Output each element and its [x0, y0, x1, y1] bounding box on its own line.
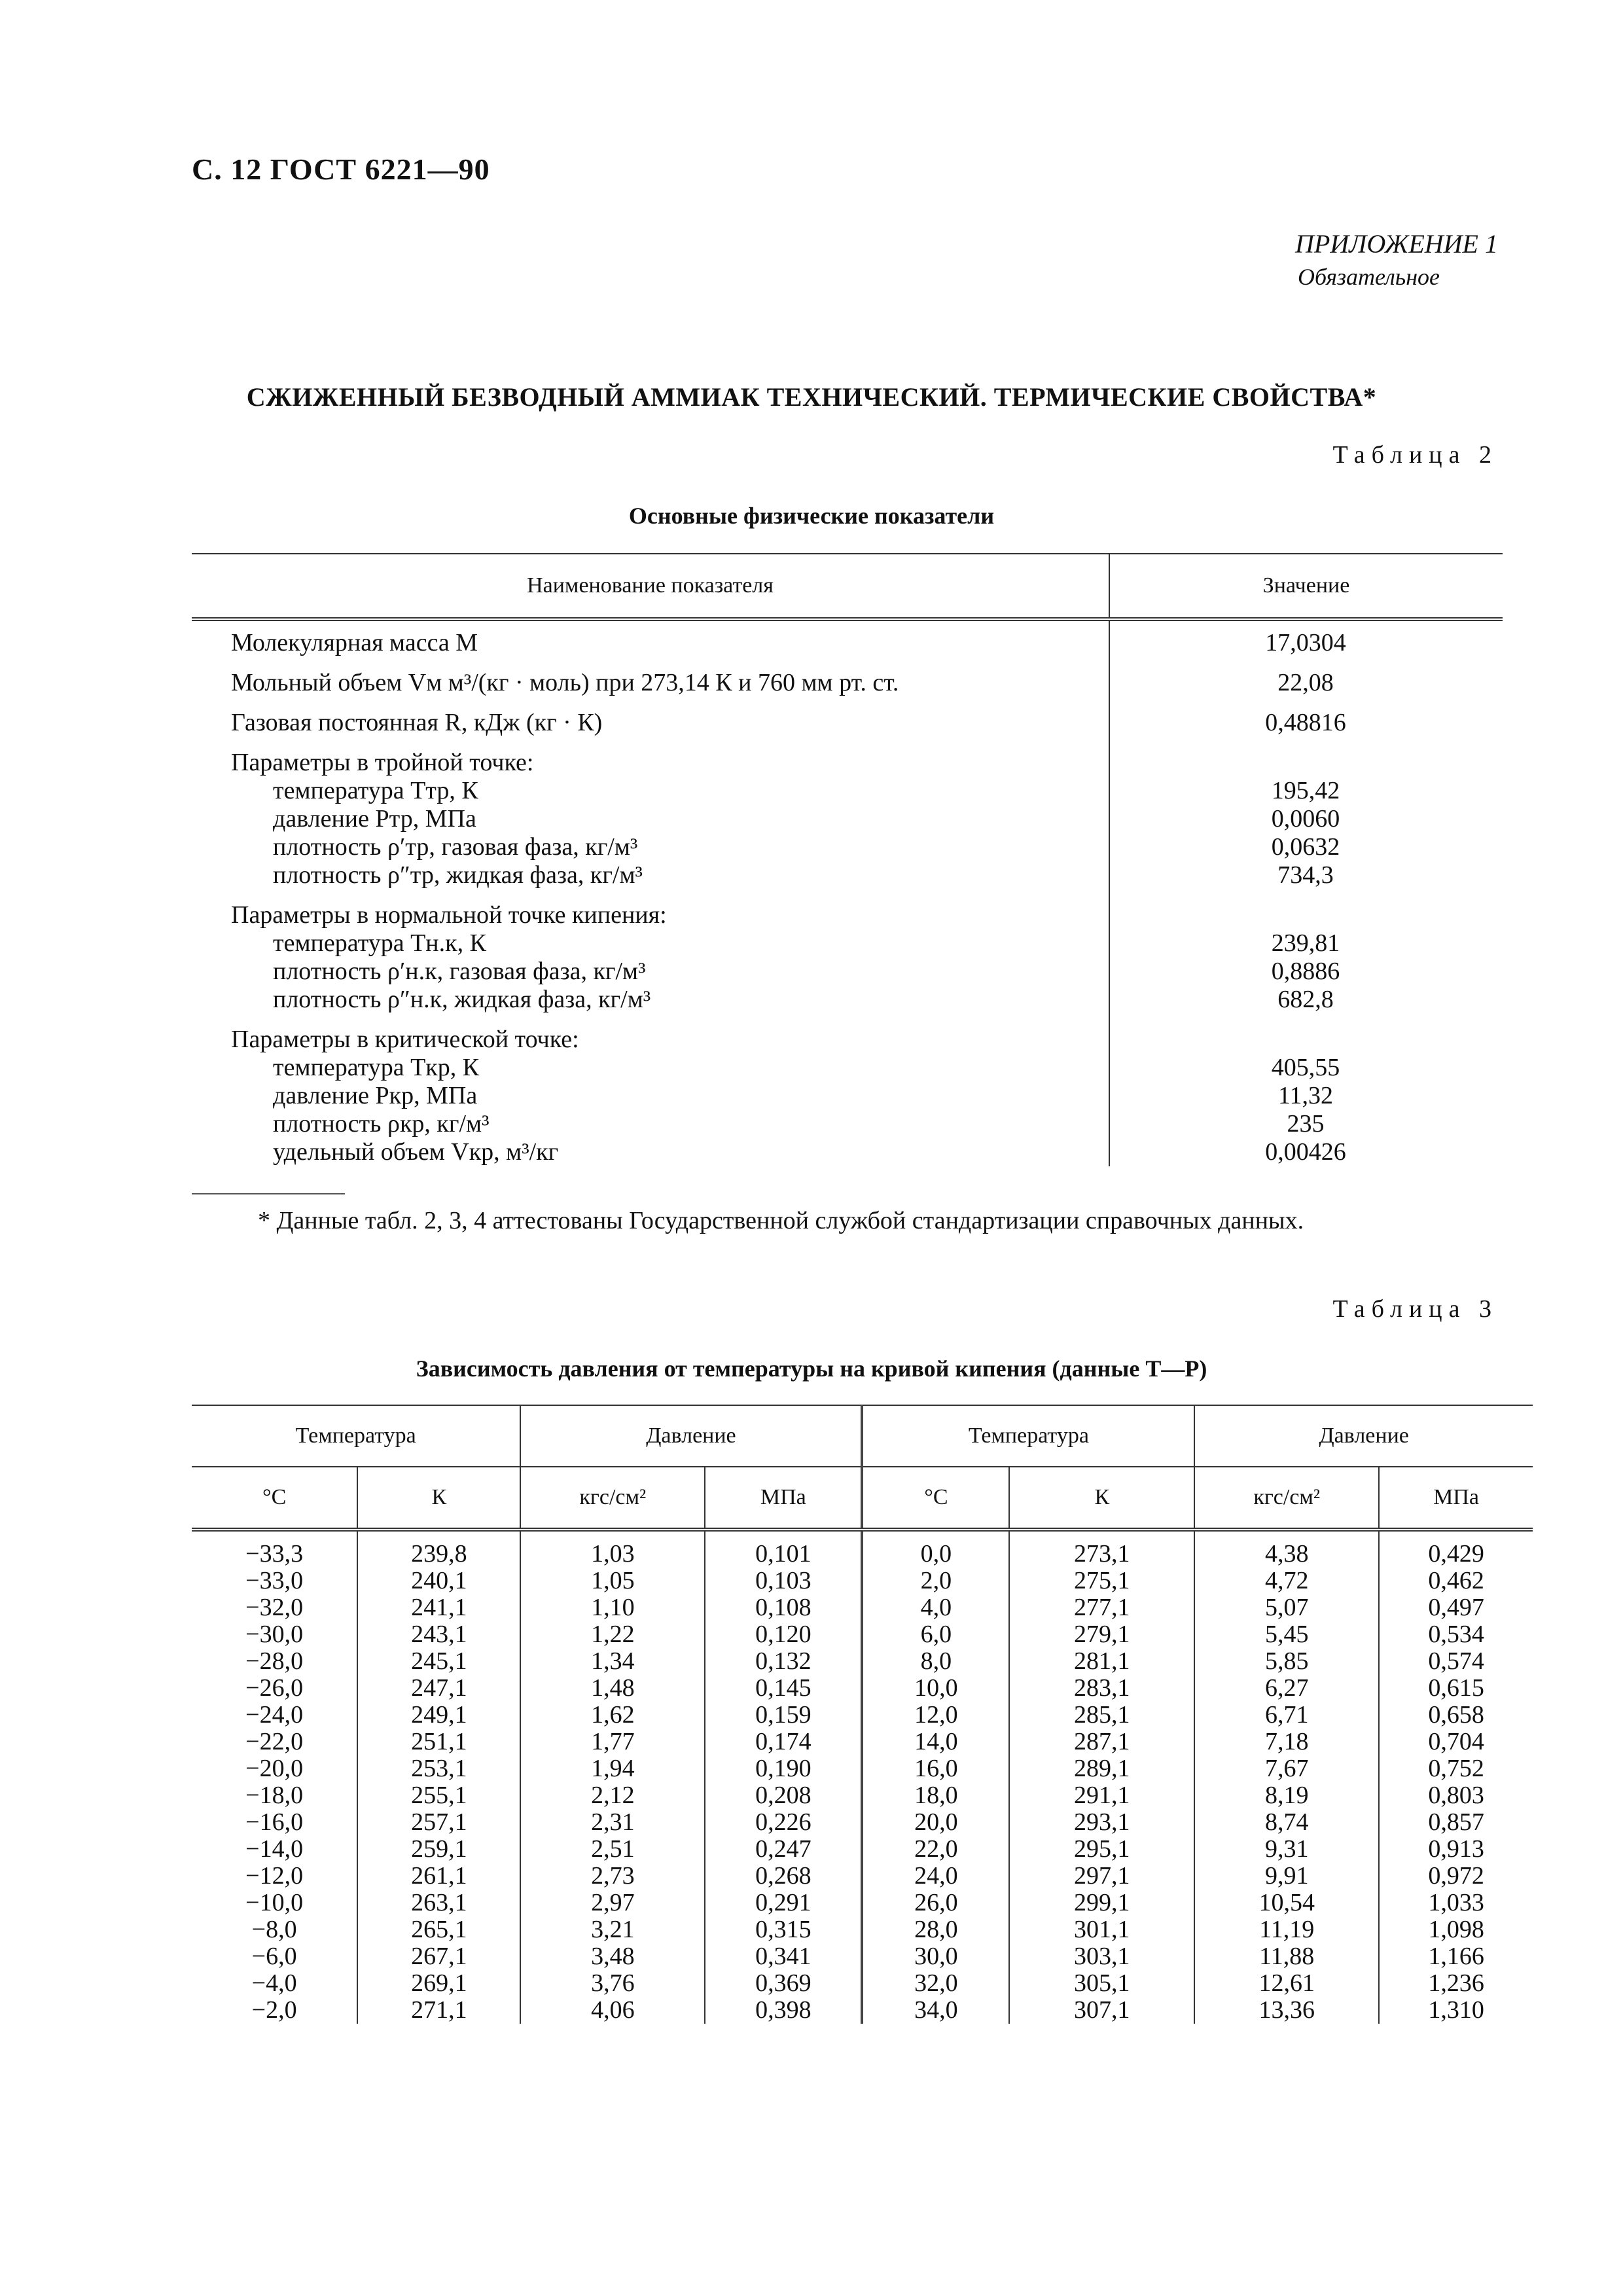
table3-cell: 30,0	[862, 1943, 1009, 1970]
table3-cell: 301,1	[1009, 1916, 1194, 1943]
table2	[192, 553, 1503, 1178]
table3-cell: 255,1	[357, 1782, 520, 1809]
table2-row-label: Мольный объем Vм м³/(кг · моль) при 273,14 К и 760 мм рт. ст.	[231, 669, 899, 696]
table3-cell: 240,1	[357, 1568, 520, 1594]
table2-values	[1109, 669, 1503, 697]
table3-cell: 285,1	[1009, 1702, 1194, 1729]
table3-cell: 303,1	[1009, 1943, 1194, 1970]
table3-unit-header: °С	[192, 1467, 357, 1530]
table3-cell: 8,19	[1194, 1782, 1379, 1809]
table3-row	[192, 1648, 1533, 1675]
table3-cell: 0,247	[705, 1836, 862, 1863]
table3-cell: 0,108	[705, 1594, 862, 1621]
table3-unit-header: кгс/см²	[520, 1467, 705, 1530]
table3-cell: −12,0	[192, 1863, 357, 1890]
table2-row-value: 682,8	[1277, 986, 1334, 1013]
table3-cell: 1,34	[520, 1648, 705, 1675]
table3-cell: 12,61	[1194, 1970, 1379, 1997]
table2-values	[1109, 709, 1503, 737]
table3-cell: 1,22	[520, 1621, 705, 1648]
table3-cell: 273,1	[1009, 1530, 1194, 1568]
table3-row	[192, 1594, 1533, 1621]
table3-cell: 281,1	[1009, 1648, 1194, 1675]
table3-cell: 0,341	[705, 1943, 862, 1970]
table3-cell: 0,103	[705, 1568, 862, 1594]
table3-cell: 8,74	[1194, 1809, 1379, 1836]
table2-values	[1109, 901, 1503, 1014]
table3-cell: 0,574	[1428, 1647, 1484, 1675]
table3-cell: 1,033	[1428, 1889, 1484, 1916]
table2-value-spacer	[1109, 1026, 1503, 1054]
table3-group-header: Давление	[1194, 1405, 1533, 1467]
table3-group-header: Температура	[862, 1405, 1194, 1467]
table3-cell: 257,1	[357, 1809, 520, 1836]
table2-row-value: 235	[1287, 1110, 1325, 1138]
table3-cell: −33,3	[192, 1530, 357, 1568]
table3-cell: 0,369	[705, 1970, 862, 1997]
table3-unit-header: К	[1009, 1467, 1194, 1530]
table2-row-label: температура Tн.к, К	[273, 929, 486, 957]
table3-cell: 1,166	[1428, 1943, 1484, 1970]
table3-cell: −2,0	[192, 1997, 357, 2024]
table3-cell: 0,429	[1428, 1540, 1484, 1568]
table3-cell: 0,803	[1428, 1782, 1484, 1809]
table3-cell: 0,704	[1428, 1728, 1484, 1755]
table3-cell: −33,0	[192, 1568, 357, 1594]
table3-cell: 4,38	[1194, 1530, 1379, 1568]
table3-cell: 34,0	[862, 1997, 1009, 2024]
table3-cell: 259,1	[357, 1836, 520, 1863]
table3-row	[192, 1568, 1533, 1594]
table3-cell: 305,1	[1009, 1970, 1194, 1997]
table2-header	[192, 553, 1503, 621]
table3-cell: 245,1	[357, 1648, 520, 1675]
table3-cell: −20,0	[192, 1755, 357, 1782]
table3-cell: 0,145	[705, 1675, 862, 1702]
table3-row	[192, 1621, 1533, 1648]
table3-cell: 32,0	[862, 1970, 1009, 1997]
table2-group	[192, 621, 1503, 657]
table3-cell: 0,913	[1428, 1835, 1484, 1863]
table3-cell: 289,1	[1009, 1755, 1194, 1782]
table2-col-value: Значение	[1262, 573, 1350, 598]
table3-cell: 1,77	[520, 1729, 705, 1755]
appendix-title: ПРИЛОЖЕНИЕ 1	[1295, 229, 1498, 259]
table2-row-value: 11,32	[1277, 1082, 1334, 1109]
table2-labels	[192, 749, 1109, 889]
document-title: СЖИЖЕННЫЙ БЕЗВОДНЫЙ АММИАК ТЕХНИЧЕСКИЙ. ТЕРМИЧЕСКИЕ СВОЙСТВА*	[246, 382, 1377, 412]
table3-number: Таблица 3	[1332, 1295, 1498, 1323]
table3-cell: 0,132	[705, 1648, 862, 1675]
table3-cell: 279,1	[1009, 1621, 1194, 1648]
table3-cell: 10,54	[1194, 1890, 1379, 1916]
table3-cell: 12,0	[862, 1702, 1009, 1729]
page-header: С. 12 ГОСТ 6221—90	[192, 152, 490, 186]
table3-unit-header: °С	[862, 1467, 1009, 1530]
table3-row	[192, 1997, 1533, 2024]
table2-values	[1109, 1026, 1503, 1166]
table2-row-value: 0,00426	[1265, 1138, 1346, 1166]
table3-cell: 1,05	[520, 1568, 705, 1594]
table3-cell: 2,97	[520, 1890, 705, 1916]
table3-caption: Зависимость давления от температуры на кривой кипения (данные T—P)	[416, 1355, 1207, 1382]
table3-cell: 267,1	[357, 1943, 520, 1970]
table3-cell: 0,174	[705, 1729, 862, 1755]
table3-cell: 261,1	[357, 1863, 520, 1890]
table2-row-value: 17,0304	[1265, 629, 1346, 656]
table3-cell: 26,0	[862, 1890, 1009, 1916]
table3-cell: −16,0	[192, 1809, 357, 1836]
table3-unit-header: МПа	[1379, 1467, 1533, 1530]
table2-group	[192, 749, 1503, 889]
table3-cell: 5,85	[1194, 1648, 1379, 1675]
table2-row-value: 0,48816	[1265, 709, 1346, 736]
table2-col-name: Наименование показателя	[192, 554, 1110, 617]
table3-cell: 2,73	[520, 1863, 705, 1890]
table2-row-value: 0,8886	[1271, 958, 1340, 985]
table3-cell: 287,1	[1009, 1729, 1194, 1755]
table2-body	[192, 621, 1503, 1166]
table3-cell: 7,67	[1194, 1755, 1379, 1782]
table3-unit-header: К	[357, 1467, 520, 1530]
table2-group	[192, 709, 1503, 737]
table2-row-value: 734,3	[1277, 861, 1334, 889]
table2-labels	[192, 1026, 1109, 1166]
table2-group-heading: Параметры в тройной точке:	[231, 749, 534, 776]
table3-row	[192, 1729, 1533, 1755]
table3-cell: −8,0	[192, 1916, 357, 1943]
table3-cell: 9,31	[1194, 1836, 1379, 1863]
table3-cell: 11,88	[1194, 1943, 1379, 1970]
table2-row-label: температура Tкр, К	[273, 1054, 480, 1081]
table3-cell: 3,48	[520, 1943, 705, 1970]
table3-row	[192, 1809, 1533, 1836]
table2-caption: Основные физические показатели	[628, 503, 995, 529]
table3-cell: 0,615	[1428, 1674, 1484, 1702]
table2-row-label: плотность ρ″тр, жидкая фаза, кг/м³	[273, 861, 643, 889]
table2-values	[1109, 629, 1503, 657]
table2-value-spacer	[1109, 749, 1503, 777]
table3-row	[192, 1916, 1533, 1943]
table3-cell: 0,190	[705, 1755, 862, 1782]
table3-cell: 0,857	[1428, 1808, 1484, 1836]
table3-row	[192, 1863, 1533, 1890]
table3-cell: 5,45	[1194, 1621, 1379, 1648]
table3-cell: 0,0	[862, 1530, 1009, 1568]
table2-value-spacer	[1109, 901, 1503, 929]
table3-cell: 1,236	[1428, 1969, 1484, 1997]
table2-row-label: плотность ρ′н.к, газовая фаза, кг/м³	[273, 958, 646, 985]
table3-cell: 8,0	[862, 1648, 1009, 1675]
table3-cell: 253,1	[357, 1755, 520, 1782]
table3-cell: 0,101	[705, 1530, 862, 1568]
table2-labels	[192, 669, 1109, 697]
table3-row	[192, 1755, 1533, 1782]
table3-cell: −26,0	[192, 1675, 357, 1702]
table2-group	[192, 669, 1503, 697]
table3-cell: 265,1	[357, 1916, 520, 1943]
table2-labels	[192, 709, 1109, 737]
table3-cell: 1,48	[520, 1675, 705, 1702]
table3-cell: 1,10	[520, 1594, 705, 1621]
table3-cell: 3,76	[520, 1970, 705, 1997]
table3-cell: −6,0	[192, 1943, 357, 1970]
table3-group-header: Давление	[520, 1405, 862, 1467]
table3-cell: 0,534	[1428, 1621, 1484, 1648]
table3-cell: 18,0	[862, 1782, 1009, 1809]
table3-cell: 28,0	[862, 1916, 1009, 1943]
table3-cell: −24,0	[192, 1702, 357, 1729]
table2-row-label: Молекулярная масса M	[231, 629, 478, 656]
table3-cell: 0,752	[1428, 1755, 1484, 1782]
table3-cell: 5,07	[1194, 1594, 1379, 1621]
table3-cell: 4,0	[862, 1594, 1009, 1621]
table2-row-label: температура Tтр, К	[273, 777, 478, 804]
table3-cell: 291,1	[1009, 1782, 1194, 1809]
table2-row-label: плотность ρкр, кг/м³	[273, 1110, 490, 1138]
table3-unit-header-row	[192, 1467, 1533, 1530]
table3-cell: 16,0	[862, 1755, 1009, 1782]
table3-cell: 1,94	[520, 1755, 705, 1782]
table3-row	[192, 1675, 1533, 1702]
table3-cell: 2,31	[520, 1809, 705, 1836]
appendix-subtitle: Обязательное	[1298, 264, 1440, 290]
table3-cell: 0,268	[705, 1863, 862, 1890]
table3-cell: 20,0	[862, 1809, 1009, 1836]
table3-cell: 10,0	[862, 1675, 1009, 1702]
table2-row-value: 22,08	[1277, 669, 1334, 696]
table3-row	[192, 1782, 1533, 1809]
table2-row-label: давление Pкр, МПа	[273, 1082, 478, 1109]
table3-row	[192, 1836, 1533, 1863]
table3-cell: 11,19	[1194, 1916, 1379, 1943]
table3-cell: 0,462	[1428, 1567, 1484, 1594]
table3-cell: 0,159	[705, 1702, 862, 1729]
table3-cell: 0,315	[705, 1916, 862, 1943]
table2-group-heading: Параметры в критической точке:	[231, 1026, 579, 1053]
footnote-divider	[192, 1193, 345, 1194]
table3-cell: −14,0	[192, 1836, 357, 1863]
table3-cell: 0,398	[705, 1997, 862, 2024]
table3-cell: 0,972	[1428, 1862, 1484, 1890]
table2-row-label: удельный объем Vкр, м³/кг	[273, 1138, 559, 1166]
table3-cell: 271,1	[357, 1997, 520, 2024]
table2-row-label: плотность ρ′тр, газовая фаза, кг/м³	[273, 833, 638, 861]
table2-row-value: 405,55	[1271, 1054, 1340, 1081]
table3-unit-header: кгс/см²	[1194, 1467, 1379, 1530]
table3-cell: 299,1	[1009, 1890, 1194, 1916]
table3-cell: 1,098	[1428, 1916, 1484, 1943]
table3-group-header: Температура	[192, 1405, 520, 1467]
table3-cell: 4,06	[520, 1997, 705, 2024]
table3-cell: 263,1	[357, 1890, 520, 1916]
table2-group	[192, 1026, 1503, 1166]
table3-cell: 0,208	[705, 1782, 862, 1809]
table3-cell: 1,310	[1428, 1996, 1484, 2024]
table3	[192, 1405, 1533, 2024]
table3-cell: 247,1	[357, 1675, 520, 1702]
table3-cell: 9,91	[1194, 1863, 1379, 1890]
table2-row-label: плотность ρ″н.к, жидкая фаза, кг/м³	[273, 986, 651, 1013]
table3-cell: −22,0	[192, 1729, 357, 1755]
table2-row-value: 0,0060	[1271, 805, 1340, 833]
table3-cell: 6,27	[1194, 1675, 1379, 1702]
table3-cell: 13,36	[1194, 1997, 1379, 2024]
table3-cell: 14,0	[862, 1729, 1009, 1755]
table3-cell: −28,0	[192, 1648, 357, 1675]
table2-values	[1109, 749, 1503, 889]
table3-cell: 2,12	[520, 1782, 705, 1809]
table2-row-value: 195,42	[1271, 777, 1340, 804]
table3-row	[192, 1890, 1533, 1916]
appendix-label	[1295, 228, 1498, 293]
table3-row	[192, 1530, 1533, 1568]
table2-row-label: давление Pтр, МПа	[273, 805, 476, 833]
table3-cell: 24,0	[862, 1863, 1009, 1890]
table3-body	[192, 1530, 1533, 2024]
table3-unit-header: МПа	[705, 1467, 862, 1530]
table3-cell: −18,0	[192, 1782, 357, 1809]
table3-cell: 6,71	[1194, 1702, 1379, 1729]
table2-row-value: 239,81	[1271, 929, 1340, 957]
table3-cell: 293,1	[1009, 1809, 1194, 1836]
table3-cell: −4,0	[192, 1970, 357, 1997]
table2-row-label: Газовая постоянная R, кДж (кг · К)	[231, 709, 603, 736]
table3-cell: 307,1	[1009, 1997, 1194, 2024]
table3-cell: 297,1	[1009, 1863, 1194, 1890]
table3-row	[192, 1702, 1533, 1729]
table3-cell: 269,1	[357, 1970, 520, 1997]
table2-labels	[192, 629, 1109, 657]
table2-row-value: 0,0632	[1271, 833, 1340, 861]
table3-cell: 0,120	[705, 1621, 862, 1648]
table2-labels	[192, 901, 1109, 1014]
footnote: * Данные табл. 2, 3, 4 аттестованы Государственной службой стандартизации справочных данных.	[258, 1207, 1304, 1234]
table3-cell: 275,1	[1009, 1568, 1194, 1594]
table3-cell: −32,0	[192, 1594, 357, 1621]
table3-row	[192, 1943, 1533, 1970]
table3-cell: 241,1	[357, 1594, 520, 1621]
table3-cell: 3,21	[520, 1916, 705, 1943]
table3-cell: 277,1	[1009, 1594, 1194, 1621]
table3-cell: 243,1	[357, 1621, 520, 1648]
table3-cell: 2,0	[862, 1568, 1009, 1594]
table3-cell: 0,291	[705, 1890, 862, 1916]
table3-cell: 0,497	[1428, 1594, 1484, 1621]
table3-cell: 0,226	[705, 1809, 862, 1836]
table3-cell: 1,62	[520, 1702, 705, 1729]
table2-group-heading: Параметры в нормальной точке кипения:	[231, 901, 667, 929]
table3-cell: 249,1	[357, 1702, 520, 1729]
table2-number: Таблица 2	[1332, 441, 1498, 469]
table3-cell: 1,03	[520, 1530, 705, 1568]
table3-cell: 2,51	[520, 1836, 705, 1863]
table3-cell: 7,18	[1194, 1729, 1379, 1755]
table3-cell: 6,0	[862, 1621, 1009, 1648]
table3-group-header-row	[192, 1405, 1533, 1467]
table3-cell: 22,0	[862, 1836, 1009, 1863]
table3-cell: 0,658	[1428, 1701, 1484, 1729]
table3-cell: 4,72	[1194, 1568, 1379, 1594]
table3-cell: 239,8	[357, 1530, 520, 1568]
table3-cell: −30,0	[192, 1621, 357, 1648]
table3-cell: 283,1	[1009, 1675, 1194, 1702]
table3-row	[192, 1970, 1533, 1997]
table3-cell: 295,1	[1009, 1836, 1194, 1863]
table2-group	[192, 901, 1503, 1014]
table3-cell: −10,0	[192, 1890, 357, 1916]
table3-cell: 251,1	[357, 1729, 520, 1755]
